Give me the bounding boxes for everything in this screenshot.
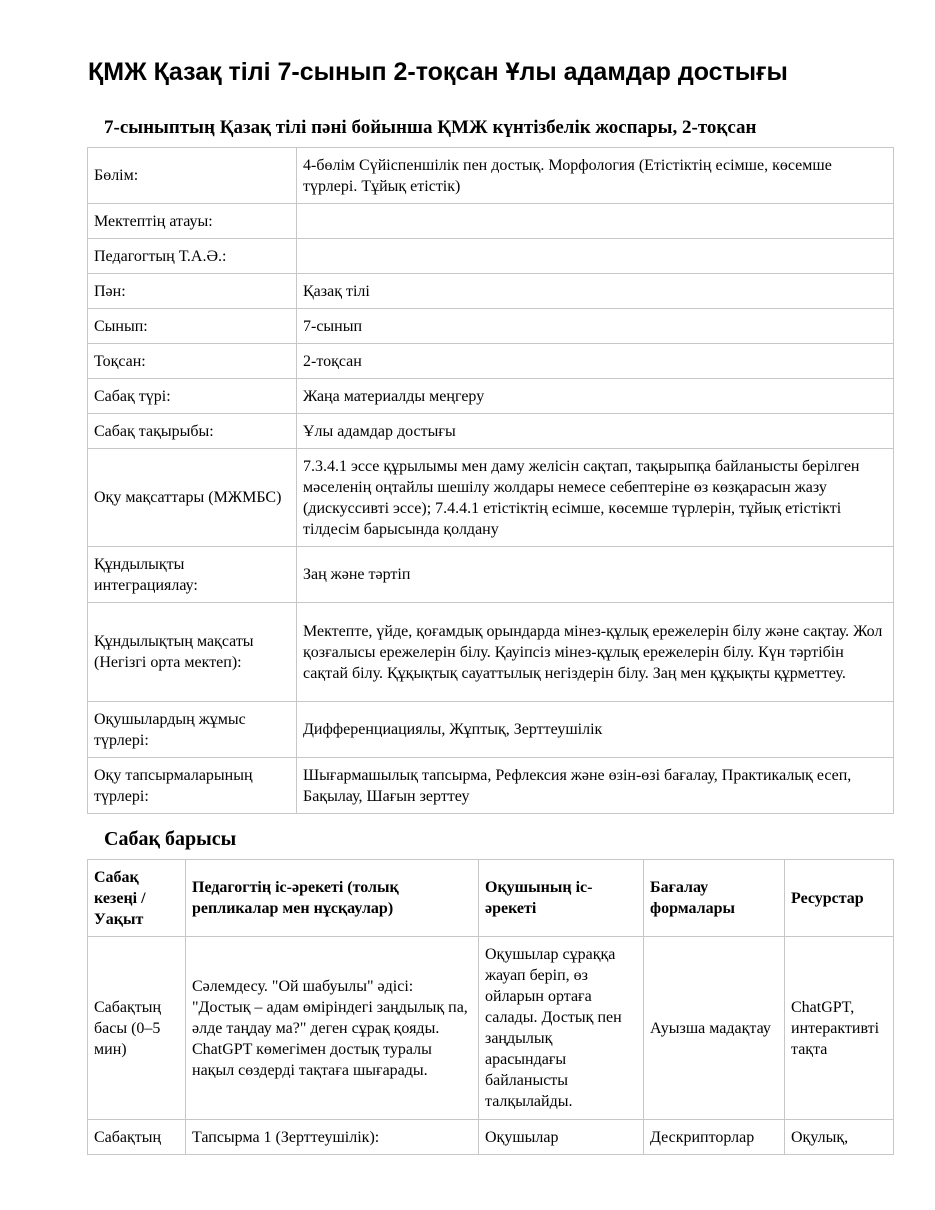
lesson-progress-table <box>87 859 894 1155</box>
info-row-task-types <box>88 758 894 814</box>
lesson-row <box>88 937 894 1120</box>
info-label: Сынып: <box>88 309 297 344</box>
info-value: 7.3.4.1 эссе құрылымы мен даму желісін сақтап, тақырыпқа байланысты берілген мәселенің оңтайлы шешілу жолдары немесе себептеріне өз көзқарасын жазу (дискуссивті эссе); 7.4.4.1 етістіктің есімше, көсемше түрлерін, тұйық етістікті тілдесім барысында қолдану <box>297 449 894 547</box>
info-value: Заң және тәртіп <box>297 547 894 603</box>
lesson-row <box>88 1120 894 1155</box>
info-label: Оқу мақсаттары (МЖМБС) <box>88 449 297 547</box>
info-row-section <box>88 148 894 204</box>
document-title: ҚМЖ Қазақ тілі 7-сынып 2-тоқсан Ұлы адамдар достығы <box>88 58 788 86</box>
info-row-teacher-name <box>88 239 894 274</box>
lesson-assessment: Дескрипторлар <box>644 1120 785 1155</box>
info-row-learning-objectives <box>88 449 894 547</box>
lesson-info-table <box>87 147 894 814</box>
info-label: Оқу тапсырмаларының түрлері: <box>88 758 297 814</box>
info-row-work-types <box>88 702 894 758</box>
lesson-teacher-activity: Тапсырма 1 (Зерттеушілік): <box>186 1120 479 1155</box>
lesson-student-activity: Оқушылар <box>479 1120 644 1155</box>
lesson-assessment: Ауызша мадақтау <box>644 937 785 1120</box>
document-subtitle: 7-сыныптың Қазақ тілі пәні бойынша ҚМЖ күнтізбелік жоспары, 2-тоқсан <box>104 117 757 138</box>
info-label: Құндылықты интеграциялау: <box>88 547 297 603</box>
lesson-resources: ChatGPT, интерактивті тақта <box>785 937 894 1120</box>
info-value: 2-тоқсан <box>297 344 894 379</box>
lesson-resources: Оқулық, <box>785 1120 894 1155</box>
header-teacher-activity: Педагогтің іс-әрекеті (толық репликалар мен нұсқаулар) <box>186 860 479 937</box>
info-label: Педагогтың Т.А.Ә.: <box>88 239 297 274</box>
info-label: Сабақ түрі: <box>88 379 297 414</box>
info-label: Мектептің атауы: <box>88 204 297 239</box>
header-stage: Сабақ кезеңі / Уақыт <box>88 860 186 937</box>
info-value: 4-бөлім Сүйіспеншілік пен достық. Морфология (Етістіктің есімше, көсемше түрлері. Тұйық етістік) <box>297 148 894 204</box>
info-label: Оқушылардың жұмыс түрлері: <box>88 702 297 758</box>
info-value: Жаңа материалды меңгеру <box>297 379 894 414</box>
info-value: Дифференциациялы, Жұптық, Зерттеушілік <box>297 702 894 758</box>
info-value: Мектепте, үйде, қоғамдық орындарда мінез-құлық ережелерін білу және сақтау. Жол қозғалысы ережелерін білу. Қауіпсіз мінез-құлық ережелерін білу. Күн тәртібін сақтай білу. Құқықтық сауаттылық негіздерін білу. Заң мен құқықты құрметтеу. <box>297 603 894 702</box>
info-row-quarter <box>88 344 894 379</box>
info-row-grade <box>88 309 894 344</box>
info-value: Шығармашылық тапсырма, Рефлексия және өзін-өзі бағалау, Практикалық есеп, Бақылау, Шағын зерттеу <box>297 758 894 814</box>
lesson-stage: Сабақтың басы (0–5 мин) <box>88 937 186 1120</box>
info-label: Пән: <box>88 274 297 309</box>
lesson-header-row <box>88 860 894 937</box>
info-row-subject <box>88 274 894 309</box>
info-row-value-goal <box>88 603 894 702</box>
lesson-progress-title: Сабақ барысы <box>104 828 237 850</box>
header-assessment: Бағалау формалары <box>644 860 785 937</box>
lesson-student-activity: Оқушылар сұраққа жауап беріп, өз ойларын ортаға салады. Достық пен заңдылық арасындағы байланысты талқылайды. <box>479 937 644 1120</box>
info-value: 7-сынып <box>297 309 894 344</box>
header-student-activity: Оқушының іс-әрекеті <box>479 860 644 937</box>
info-label: Құндылықтың мақсаты (Негізгі орта мектеп): <box>88 603 297 702</box>
info-label: Тоқсан: <box>88 344 297 379</box>
info-row-lesson-topic <box>88 414 894 449</box>
info-value: Қазақ тілі <box>297 274 894 309</box>
header-resources: Ресурстар <box>785 860 894 937</box>
info-value <box>297 239 894 274</box>
info-label: Бөлім: <box>88 148 297 204</box>
info-label: Сабақ тақырыбы: <box>88 414 297 449</box>
info-row-value-integration <box>88 547 894 603</box>
info-row-lesson-type <box>88 379 894 414</box>
lesson-teacher-activity: Сәлемдесу. "Ой шабуылы" әдісі: "Достық – адам өміріндегі заңдылық па, әлде таңдау ма?" деген сұрақ қояды. ChatGPT көмегімен достық туралы нақыл сөздерді тақтаға шығарады. <box>186 937 479 1120</box>
info-value <box>297 204 894 239</box>
lesson-stage: Сабақтың <box>88 1120 186 1155</box>
info-value: Ұлы адамдар достығы <box>297 414 894 449</box>
info-row-school-name <box>88 204 894 239</box>
